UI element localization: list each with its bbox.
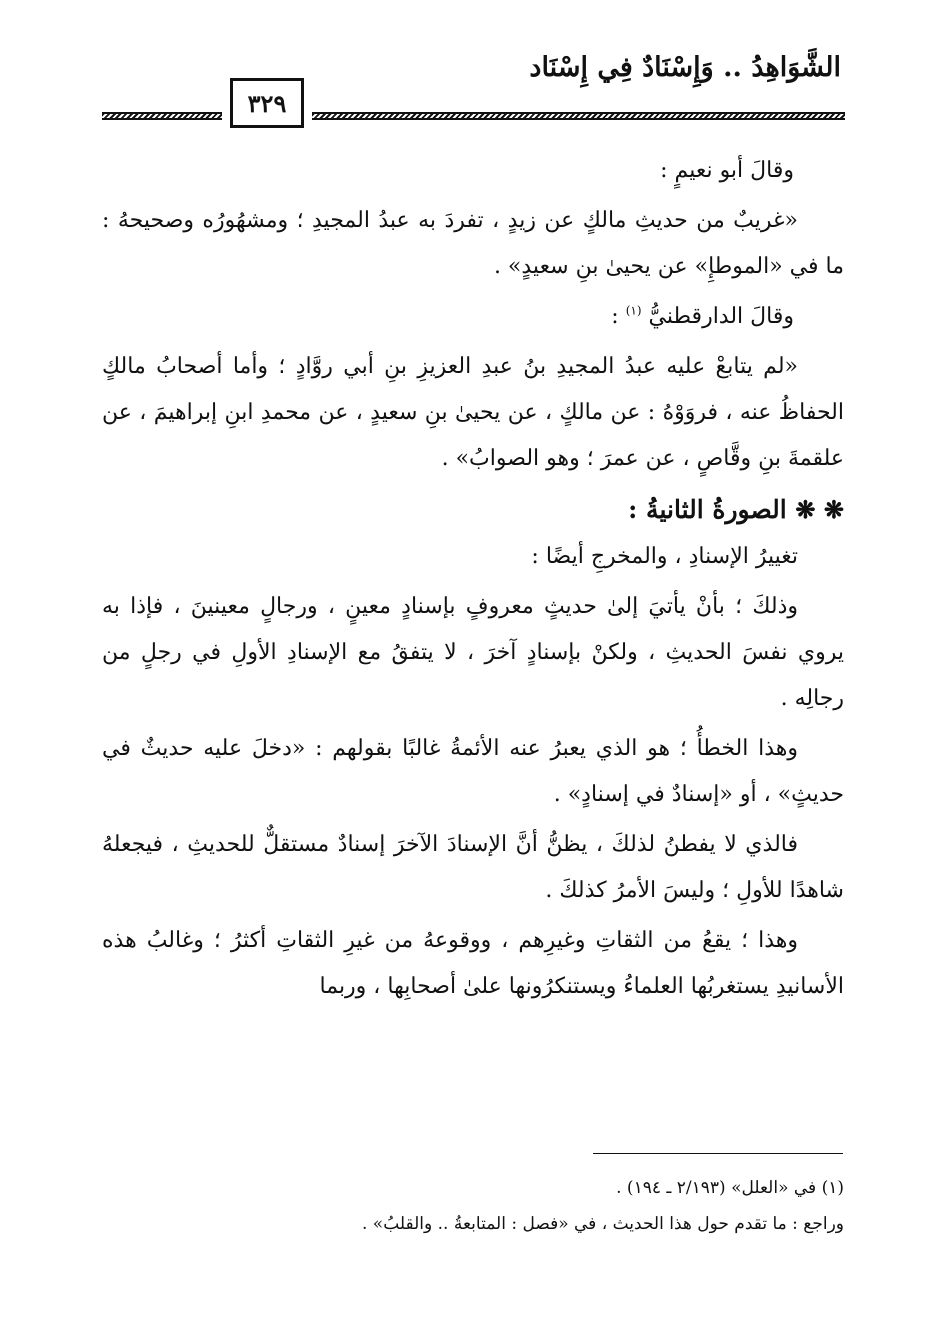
- footnote-ref-1[interactable]: (١): [625, 303, 642, 318]
- daraqutni-label: وقالَ الدارقطنيُّ: [648, 304, 794, 329]
- paragraph-abu-nuaim-quote: «غريبٌ من حديثِ مالكٍ عن زيدٍ ، تفردَ به عبدُ المجيدِ ؛ ومشهُورُه وصحيحهُ : ما في «الموطإِ» عن يحيىٰ بنِ سعيدٍ» .: [102, 208, 844, 279]
- running-header-title: الشَّوَاهِدُ .. وَإِسْنَادٌ فِي إِسْنَاد: [529, 52, 841, 83]
- header-rule-left: [102, 112, 222, 120]
- paragraph-abu-nuaim-intro: وقالَ أبو نعيمٍ :: [660, 158, 794, 183]
- heading-stars: ❋ ❋: [795, 495, 844, 524]
- paragraph-change-isnad: تغييرُ الإسنادِ ، والمخرجِ أيضًا :: [531, 544, 798, 569]
- paragraph-explanation: وذلكَ ؛ بأنْ يأتيَ إلىٰ حديثٍ معروفٍ بإسنادٍ معينٍ ، ورجالٍ معينينَ ، فإذا به يروي نفسَ الحديثِ ، ولكنْ بإسنادٍ آخرَ ، لا يتفقُ مع الإسنادِ الأولِ في رجلٍ من رجالِه .: [102, 594, 844, 711]
- paragraph-occurrence: وهذا ؛ يقعُ من الثقاتِ وغيرِهم ، ووقوعهُ من غيرِ الثقاتِ أكثرُ ؛ وغالبُ هذه الأسانيدِ يستغربُها العلماءُ ويستنكرُونها علىٰ أصحابِها ، وربما: [102, 928, 844, 999]
- page-number: ٣٢٩: [247, 88, 287, 118]
- footnote-1: (١) في «العلل» (٢/١٩٣ ـ ١٩٤) .: [616, 1178, 844, 1198]
- heading-text: الصورةُ الثانيةُ :: [628, 495, 787, 524]
- footnote-separator: [593, 1153, 843, 1154]
- daraqutni-colon: :: [611, 304, 619, 329]
- footnotes: [102, 1170, 844, 1242]
- footnote-2: وراجع : ما تقدم حول هذا الحديث ، في «فصل : المتابعةُ .. والقلبُ» .: [361, 1214, 844, 1234]
- paragraph-daraqutni-intro: [102, 294, 844, 340]
- paragraph-daraqutni-quote: «لم يتابعْ عليه عبدُ المجيدِ بنُ عبدِ العزيزِ بنِ أبي روَّادٍ ؛ وأما أصحابُ مالكٍ الحفاظُ عنه ، فروَوْهُ : عن مالكٍ ، عن يحيىٰ بنِ سعيدٍ ، عن محمدِ ابنِ إبراهيمَ ، عن علقمةَ بنِ وقَّاصٍ ، عن عمرَ ؛ وهو الصوابُ» .: [102, 354, 844, 471]
- page-number-box: [230, 78, 304, 128]
- section-heading: [102, 486, 844, 534]
- paragraph-error-description: وهذا الخطأُ ؛ هو الذي يعبرُ عنه الأئمةُ غالبًا بقولهم : «دخلَ عليه حديثٌ في حديثٍ» ، أو «إسنادٌ في إسنادٍ» .: [102, 736, 844, 807]
- main-text: [102, 148, 844, 1014]
- header-rule-right: [312, 112, 845, 120]
- paragraph-unaware-reader: فالذي لا يفطنُ لذلكَ ، يظنُّ أنَّ الإسنادَ الآخرَ إسنادٌ مستقلٌّ للحديثِ ، فيجعلهُ شاهدًا للأولِ ؛ وليسَ الأمرُ كذلكَ .: [102, 832, 844, 903]
